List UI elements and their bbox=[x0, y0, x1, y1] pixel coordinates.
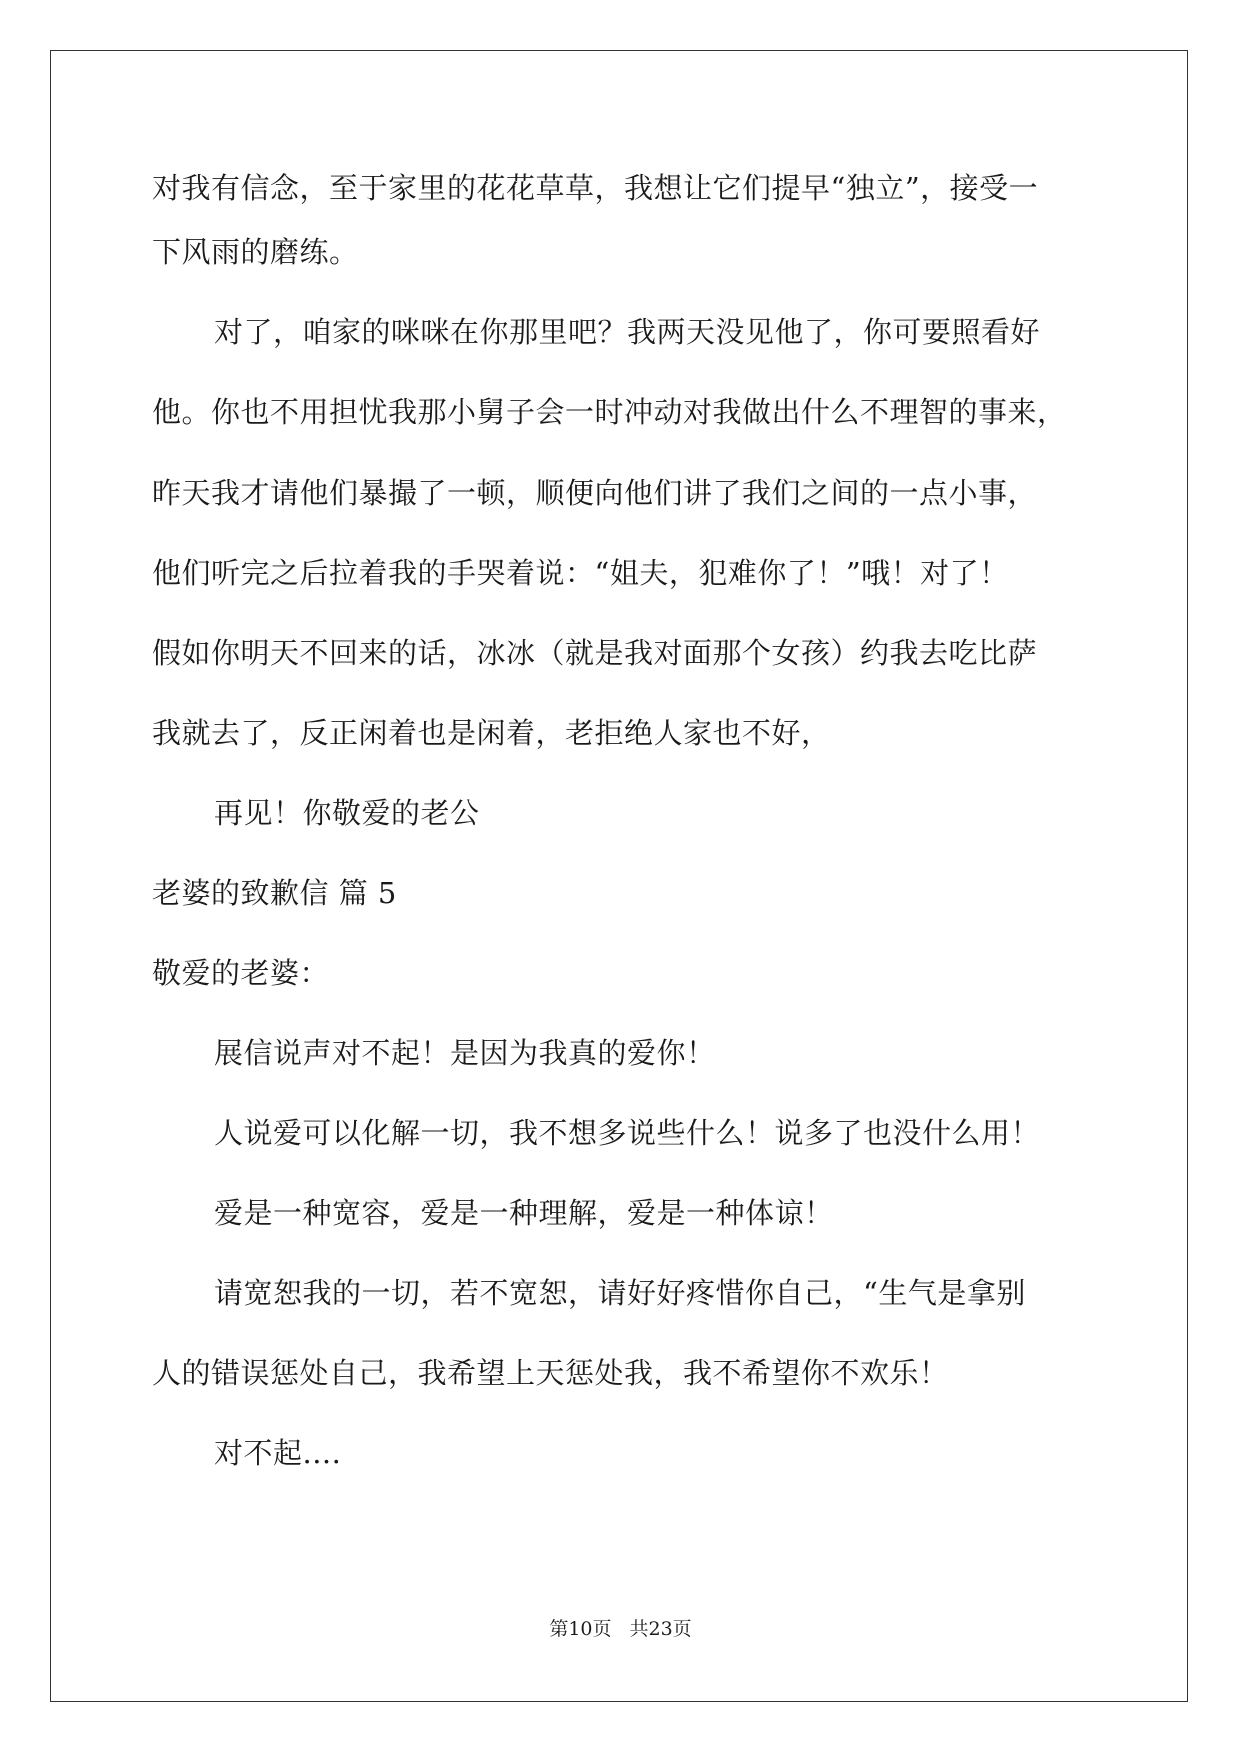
page-footer bbox=[0, 1617, 1241, 1641]
text-line: 再见！你敬爱的老公 bbox=[214, 796, 480, 830]
page-total: 共23页 bbox=[629, 1618, 692, 1640]
text-line: 我就去了，反正闲着也是闲着，老拒绝人家也不好， bbox=[152, 716, 831, 750]
text-line: 展信说声对不起！是因为我真的爱你！ bbox=[214, 1036, 716, 1070]
text-line: 他们听完之后拉着我的手哭着说：“姐夫，犯难你了！”哦！对了！ bbox=[152, 556, 1009, 590]
text-line: 请宽恕我的一切，若不宽恕，请好好疼惜你自己，“生气是拿别 bbox=[214, 1276, 1026, 1310]
text-line: 对不起.... bbox=[214, 1436, 342, 1470]
text-line: 人的错误惩处自己，我希望上天惩处我，我不希望你不欢乐！ bbox=[152, 1356, 949, 1390]
text-line: 人说爱可以化解一切，我不想多说些什么！说多了也没什么用！ bbox=[214, 1116, 1041, 1150]
text-line: 假如你明天不回来的话，冰冰（就是我对面那个女孩）约我去吃比萨 bbox=[152, 636, 1038, 670]
text-line: 昨天我才请他们暴撮了一顿，顺便向他们讲了我们之间的一点小事， bbox=[152, 476, 1038, 510]
salutation: 敬爱的老婆： bbox=[152, 956, 330, 990]
text-line: 他。你也不用担忧我那小舅子会一时冲动对我做出什么不理智的事来， bbox=[152, 395, 1067, 429]
page-number: 第10页 bbox=[549, 1618, 612, 1640]
text-line: 对我有信念，至于家里的花花草草，我想让它们提早“独立”，接受一 bbox=[152, 171, 1039, 205]
text-line: 爱是一种宽容，爱是一种理解，爱是一种体谅！ bbox=[214, 1196, 834, 1230]
text-line: 下风雨的磨练。 bbox=[152, 235, 359, 269]
text-line: 对了，咱家的咪咪在你那里吧？我两天没见他了，你可要照看好 bbox=[214, 315, 1041, 349]
section-heading: 老婆的致歉信 篇 5 bbox=[152, 876, 397, 910]
